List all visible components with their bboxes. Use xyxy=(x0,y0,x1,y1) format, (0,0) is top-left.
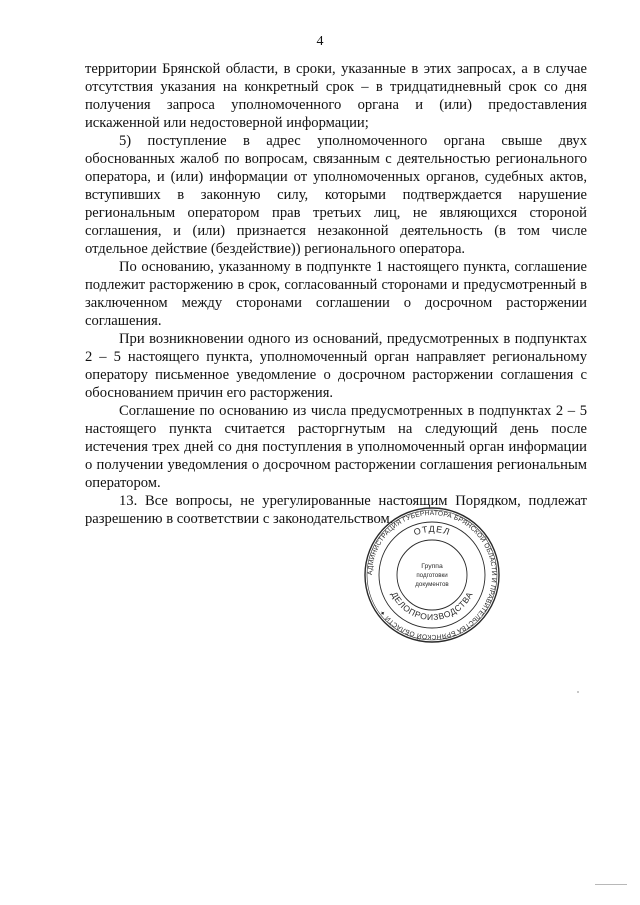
document-body xyxy=(85,60,587,528)
stamp-dept-bottom-text: ДЕЛОПРОИЗВОДСТВА xyxy=(389,589,475,623)
paragraph-basis-2-5: При возникновении одного из оснований, предусмотренных в подпунктах 2 – 5 настоящего пункта, уполномоченный орган направляет региональному оператору письменное уведомление о досрочном расторжении соглашения с обоснованием причин его расторжения. xyxy=(85,331,587,401)
stamp-center-line-3: документов xyxy=(415,581,449,588)
paragraph-continuation: территории Брянской области, в сроки, указанные в этих запросах, а в случае отсутствия указания на конкретный срок – в тридцатидневный срок со дня получения запроса уполномоченного органа и (или) предоставления искаженной или недостоверной информации; xyxy=(85,61,587,131)
paragraph-basis-1: По основанию, указанному в подпункте 1 настоящего пункта, соглашение подлежит расторжению в срок, согласованный сторонами и предусмотренный в заключенном между сторонами соглашении о досрочном расторжении соглашения. xyxy=(85,259,587,329)
paragraph-item-5: 5) поступление в адрес уполномоченного органа свыше двух обоснованных жалоб по вопросам, связанным с деятельностью регионального оператора, и (или) информации от уполномоченных органов, судебных актов, вступивших в законную силу, которыми подтверждается нарушение региональным оператором прав третьих лиц, не являющихся стороной соглашения, и (или) признается незаконной деятельность (в том числе отдельное действие (бездействие)) регионального оператора. xyxy=(85,133,587,257)
official-seal-stamp xyxy=(363,506,501,644)
stamp-outer-ring-text: АДМИНИСТРАЦИЯ ГУБЕРНАТОРА БРЯНСКОЙ ОБЛАСТИ И ПРАВИТЕЛЬСТВА БРЯНСКОЙ ОБЛАСТИ ✦ xyxy=(366,509,498,641)
scan-artifact-line xyxy=(595,884,627,885)
stamp-center-line-2: подготовки xyxy=(416,572,448,579)
paragraph-termination-date: Соглашение по основанию из числа предусмотренных в подпунктах 2 – 5 настоящего пункта считается расторгнутым на следующий день после истечения трех дней со дня поступления в уполномоченный орган информации о получении уведомления о досрочном расторжении соглашения региональным оператором. xyxy=(85,403,587,491)
stamp-center-line-1: Группа xyxy=(421,563,443,570)
scan-artifact-dot xyxy=(577,691,579,693)
stamp-dept-top-text: ОТДЕЛ xyxy=(412,523,452,538)
paragraph-item-13: 13. Все вопросы, не урегулированные настоящим Порядком, подлежат разрешению в соответствии с законодательством. xyxy=(85,493,587,527)
page-number: 4 xyxy=(316,34,324,49)
